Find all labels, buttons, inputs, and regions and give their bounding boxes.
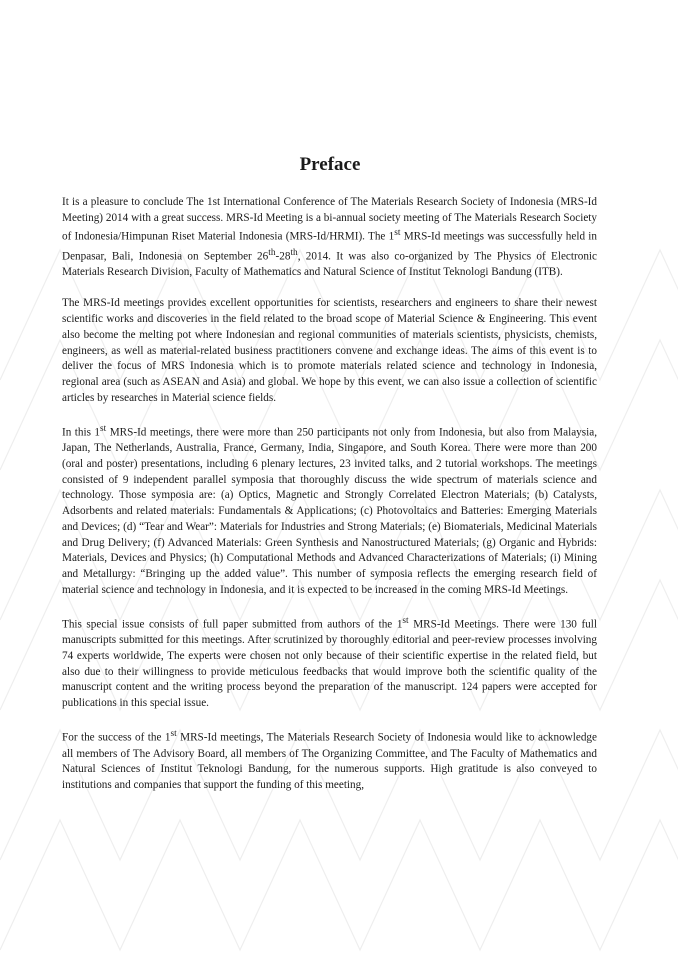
document-body [62, 195, 597, 809]
paragraph-special-issue: This special issue consists of full paper submitted from authors of the 1st MRS-Id Meetings. There were 130 full manuscripts submitted for this meetings. After scrutinized by thoroughly editorial and peer-review processes involving 74 experts worldwide, The experts were chosen not only because of their scientific expertise in the related field, but also due to their willingness to provide meticulous feedbacks that would improve both the scientific quality of the manuscript content and the writing process beyond the preparation of the manuscript. 124 papers were accepted for publications in this special issue. [62, 615, 597, 710]
paragraph-opportunities: The MRS-Id meetings provides excellent opportunities for scientists, researchers and engineers to share their newest scientific works and discoveries in the field related to the broad scope of Material Science & Engineering. This event also become the melting pot where Indonesian and regional communities of materials scientists, physicists, chemists, engineers, as well as material-related business practitioners convene and exchange ideas. The aims of this event is to deliver the focus of MRS Indonesia which is to promote materials related science and technology in Indonesia, regional area (such as ASEAN and Asia) and global. We hope by this event, we can also issue a collection of scientific articles by researches in Material science fields. [62, 297, 597, 404]
paragraph-intro: It is a pleasure to conclude The 1st International Conference of The Materials Research Society of Indonesia (MRS-Id Meeting) 2014 with a great success. MRS-Id Meeting is a bi-annual society meeting of The Materials Research Society of Indonesia/Himpunan Riset Material Indonesia (MRS-Id/HRMI). The 1st MRS-Id meetings was successfully held in Denpasar, Bali, Indonesia on September 26th-28th, 2014. It was also co-organized by The Physics of Electronic Materials Research Division, Faculty of Mathematics and Natural Science of Institut Teknologi Bandung (ITB). [62, 196, 597, 279]
paragraph-participants: In this 1st MRS-Id meetings, there were more than 250 participants not only from Indonesia, but also from Malaysia, Japan, The Netherlands, Australia, France, Germany, India, Singapore, and South Korea. There were more than 200 (oral and poster) presentations, including 6 plenary lectures, 23 invited talks, and 2 tutorial workshops. The meetings consisted of 9 independent parallel symposia that thoroughly discuss the wide spectrum of materials science and technology. Those symposia are: (a) Optics, Magnetic and Strongly Correlated Electron Materials; (b) Catalysts, Adsorbents and related materials: Fundamentals & Applications; (c) Photovoltaics and Batteries: Emerging Materials and Devices; (d) “Tear and Wear”: Materials for Industries and Strong Materials; (e) Biomaterials, Medicinal Materials and Drug Delivery; (f) Advanced Materials: Green Synthesis and Nanostructured Materials; (g) Organic and Hybrids: Materials, Devices and Physics; (h) Computational Methods and Advanced Characterizations of Materials; (i) Mining and Metallurgy: “Bringing up the added value”. This number of symposia reflects the emerging research field of material science and technology in Indonesia, and it is expected to be increased in the coming MRS-Id Meetings. [62, 423, 597, 596]
paragraph-acknowledgement: For the success of the 1st MRS-Id meetings, The Materials Research Society of Indonesia would like to acknowledge all members of The Advisory Board, all members of The Organizing Committee, and The Faculty of Mathematics and Natural Sciences of Institut Teknologi Bandung, for the numerous supports. High gratitude is also conveyed to institutions and companies that support the funding of this meeting, [62, 729, 597, 792]
page-title: Preface [299, 153, 361, 175]
